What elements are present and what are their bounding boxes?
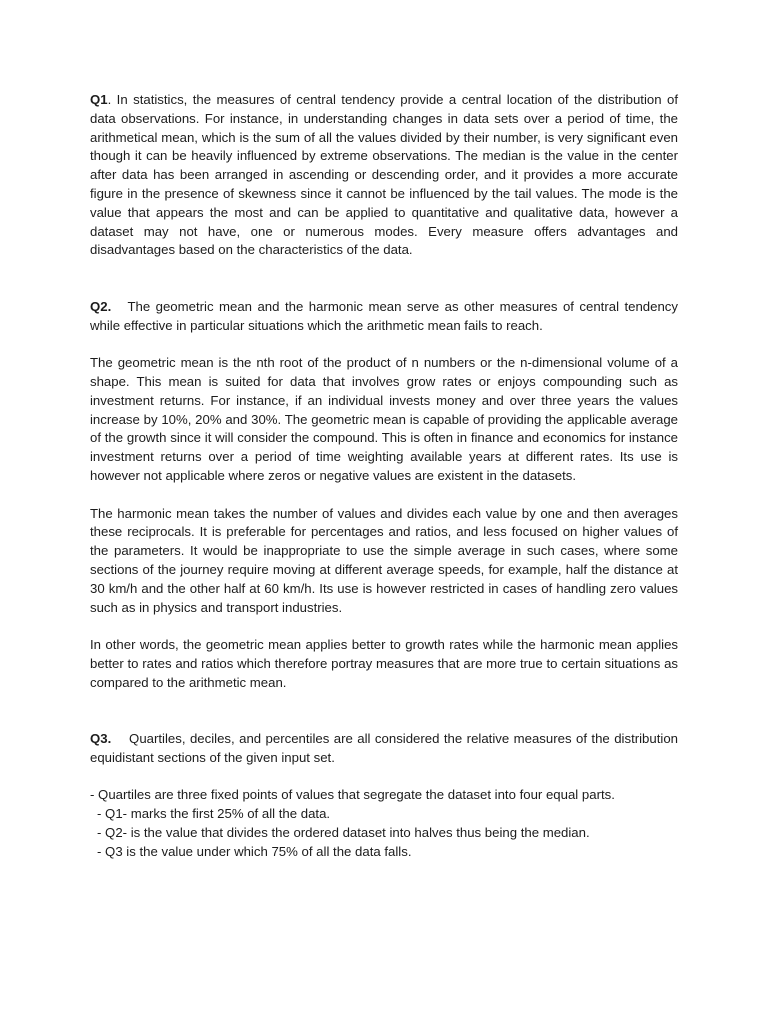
q2-intro-text: The geometric mean and the harmonic mean serve as other measures of central tendency while effective in particular situations which the arithmetic mean fails to reach. [90, 298, 682, 333]
document-page [90, 91, 682, 862]
q2-summary-paragraph: In other words, the geometric mean applies better to growth rates while the harmonic mean applies better to rates and ratios which therefore portray measures that are more true to certain situations as compared to the arithmetic mean. [90, 637, 678, 690]
list-item: - Quartiles are three fixed points of values that segregate the dataset into four equal parts. [90, 787, 615, 803]
q1-paragraph [90, 91, 678, 260]
q2-harmonic-paragraph: The harmonic mean takes the number of values and divides each value by one and then averages these reciprocals. It is preferable for percentages and ratios, and less focused on higher values of the parameters. It would be inappropriate to use the simple average in such cases, where some sections of the journey require moving at different average speeds, for example, half the distance at 30 km/h and the other half at 60 km/h. Its use is however restricted in cases of handling zero values such as in physics and transport industries. [90, 505, 678, 615]
paragraph-spacer [90, 768, 678, 787]
q3-label: Q3. [90, 731, 112, 747]
q3-intro-text: Quartiles, deciles, and percentiles are all considered the relative measures of the distribution equidistant sections of the given input set. [90, 731, 682, 765]
q2-label: Q2. [90, 298, 112, 314]
q2-geometric-paragraph: The geometric mean is the nth root of the product of n numbers or the n-dimensional volume of a shape. This mean is suited for data that involves grow rates or enjoys compounding such as investment returns. For instance, if an individual invests money and over three years the values increase by 10%, 20% and 30%. The geometric mean is capable of providing the applicable average of the growth since it will consider the compound. This is often in finance and economics for instance investment returns over a period of time weighting available years at different rates. Its use is however not applicable where zeros or negative values are existent in the datasets. [90, 355, 678, 483]
paragraph-spacer [90, 617, 678, 636]
list-item: - Q3 is the value under which 75% of all the data falls. [97, 843, 412, 859]
paragraph-spacer [90, 335, 678, 354]
q1-label: Q1 [90, 92, 108, 107]
list-item: - Q2- is the value that divides the ordered dataset into halves thus being the median. [97, 825, 590, 841]
q2-intro-paragraph [90, 298, 682, 336]
paragraph-spacer [90, 486, 678, 505]
list-item: - Q1- marks the first 25% of all the data. [97, 806, 331, 822]
section-spacer [90, 260, 678, 298]
q1-text: . In statistics, the measures of central tendency provide a central location of the distribution of data observations. For instance, in understanding changes in data sets over a period of time, the arithmetical mean, which is the sum of all the values divided by their number, is very significant even though it can be heavily influenced by extreme observations. The median is the value in the center after data has been arranged in ascending or descending order, and it provides a more accurate figure in the presence of skewness since it cannot be influenced by the tail values. The mode is the value that appears the most and can be applied to quantitative and qualitative data, however a dataset may not have, one or numerous modes. Every measure offers advantages and disadvantages based on the characteristics of the data. [90, 92, 678, 258]
q3-intro-paragraph [90, 730, 682, 768]
section-spacer [90, 693, 678, 731]
